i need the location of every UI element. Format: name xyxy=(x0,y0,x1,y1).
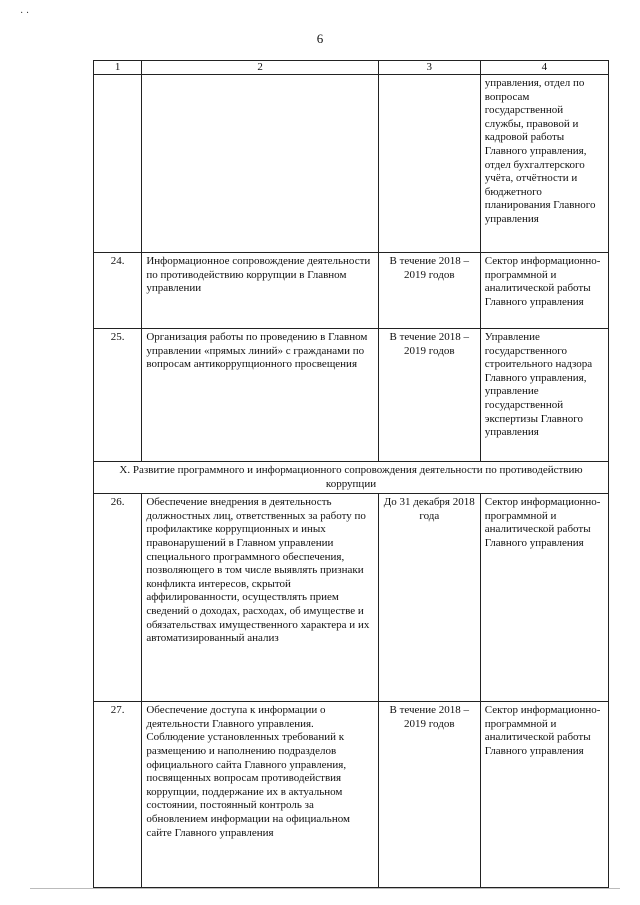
row-deadline: В течение 2018 – 2019 годов xyxy=(378,702,480,888)
table-row xyxy=(94,329,609,462)
row-number: 27. xyxy=(94,702,142,888)
row-responsible: управления, отдел по вопросам государственной службы, правовой и кадровой работы Главного управления, отдел бухгалтерского учёта, отчётности и бюджетного планирования Главного управления xyxy=(480,75,608,253)
row-deadline: До 31 декабря 2018 года xyxy=(378,494,480,702)
row-deadline: В течение 2018 – 2019 годов xyxy=(378,253,480,329)
table-row-continuation xyxy=(94,75,609,253)
page-number: 6 xyxy=(316,31,324,46)
row-activity: Организация работы по проведению в Главном управлении «прямых линий» с гражданами по вопросам антикоррупционного просвещения xyxy=(142,329,378,462)
table-row xyxy=(94,253,609,329)
header-col-4: 4 xyxy=(480,61,608,75)
header-col-3: 3 xyxy=(378,61,480,75)
row-activity: Информационное сопровождение деятельности по противодействию коррупции в Главном управлении xyxy=(142,253,378,329)
row-deadline xyxy=(378,75,480,253)
row-number: 24. xyxy=(94,253,142,329)
row-responsible: Сектор информационно-программной и аналитической работы Главного управления xyxy=(480,494,608,702)
row-number xyxy=(94,75,142,253)
table-header-row xyxy=(94,61,609,75)
row-activity: Обеспечение внедрения в деятельность должностных лиц, ответственных за работу по профилактике коррупционных и иных правонарушений в Главном управлении специального программного обеспечения, позволяющего в том числе выявлять признаки конфликта интересов, скрытой аффилированности, осуществлять прием сведений о доходах, расходах, об имуществе и обязательствах имущественного характера и их автоматизированный анализ xyxy=(142,494,378,702)
row-deadline: В течение 2018 – 2019 годов xyxy=(378,329,480,462)
section-title: X. Развитие программного и информационного сопровождения деятельности по противодействию коррупции xyxy=(94,462,609,494)
row-responsible: Сектор информационно-программной и аналитической работы Главного управления xyxy=(480,702,608,888)
row-responsible: Сектор информационно-программной и аналитической работы Главного управления xyxy=(480,253,608,329)
header-col-1: 1 xyxy=(94,61,142,75)
row-activity xyxy=(142,75,378,253)
row-responsible: Управление государственного строительного надзора Главного управления, управление государственной экспертизы Главного управления xyxy=(480,329,608,462)
corner-marks: · · xyxy=(20,8,30,19)
table-row xyxy=(94,494,609,702)
table-row xyxy=(94,702,609,888)
row-activity: Обеспечение доступа к информации о деятельности Главного управления. Соблюдение установленных требований к размещению и наполнению подразделов официального сайта Главного управления, посвященных вопросам противодействия коррупции, поддержание их в актуальном состоянии, постоянный контроль за обновлением информации на официальном сайте Главного управления xyxy=(142,702,378,888)
row-number: 25. xyxy=(94,329,142,462)
page-bottom-rule xyxy=(30,888,620,889)
section-row xyxy=(94,462,609,494)
row-number: 26. xyxy=(94,494,142,702)
measures-table xyxy=(93,60,609,888)
header-col-2: 2 xyxy=(142,61,378,75)
